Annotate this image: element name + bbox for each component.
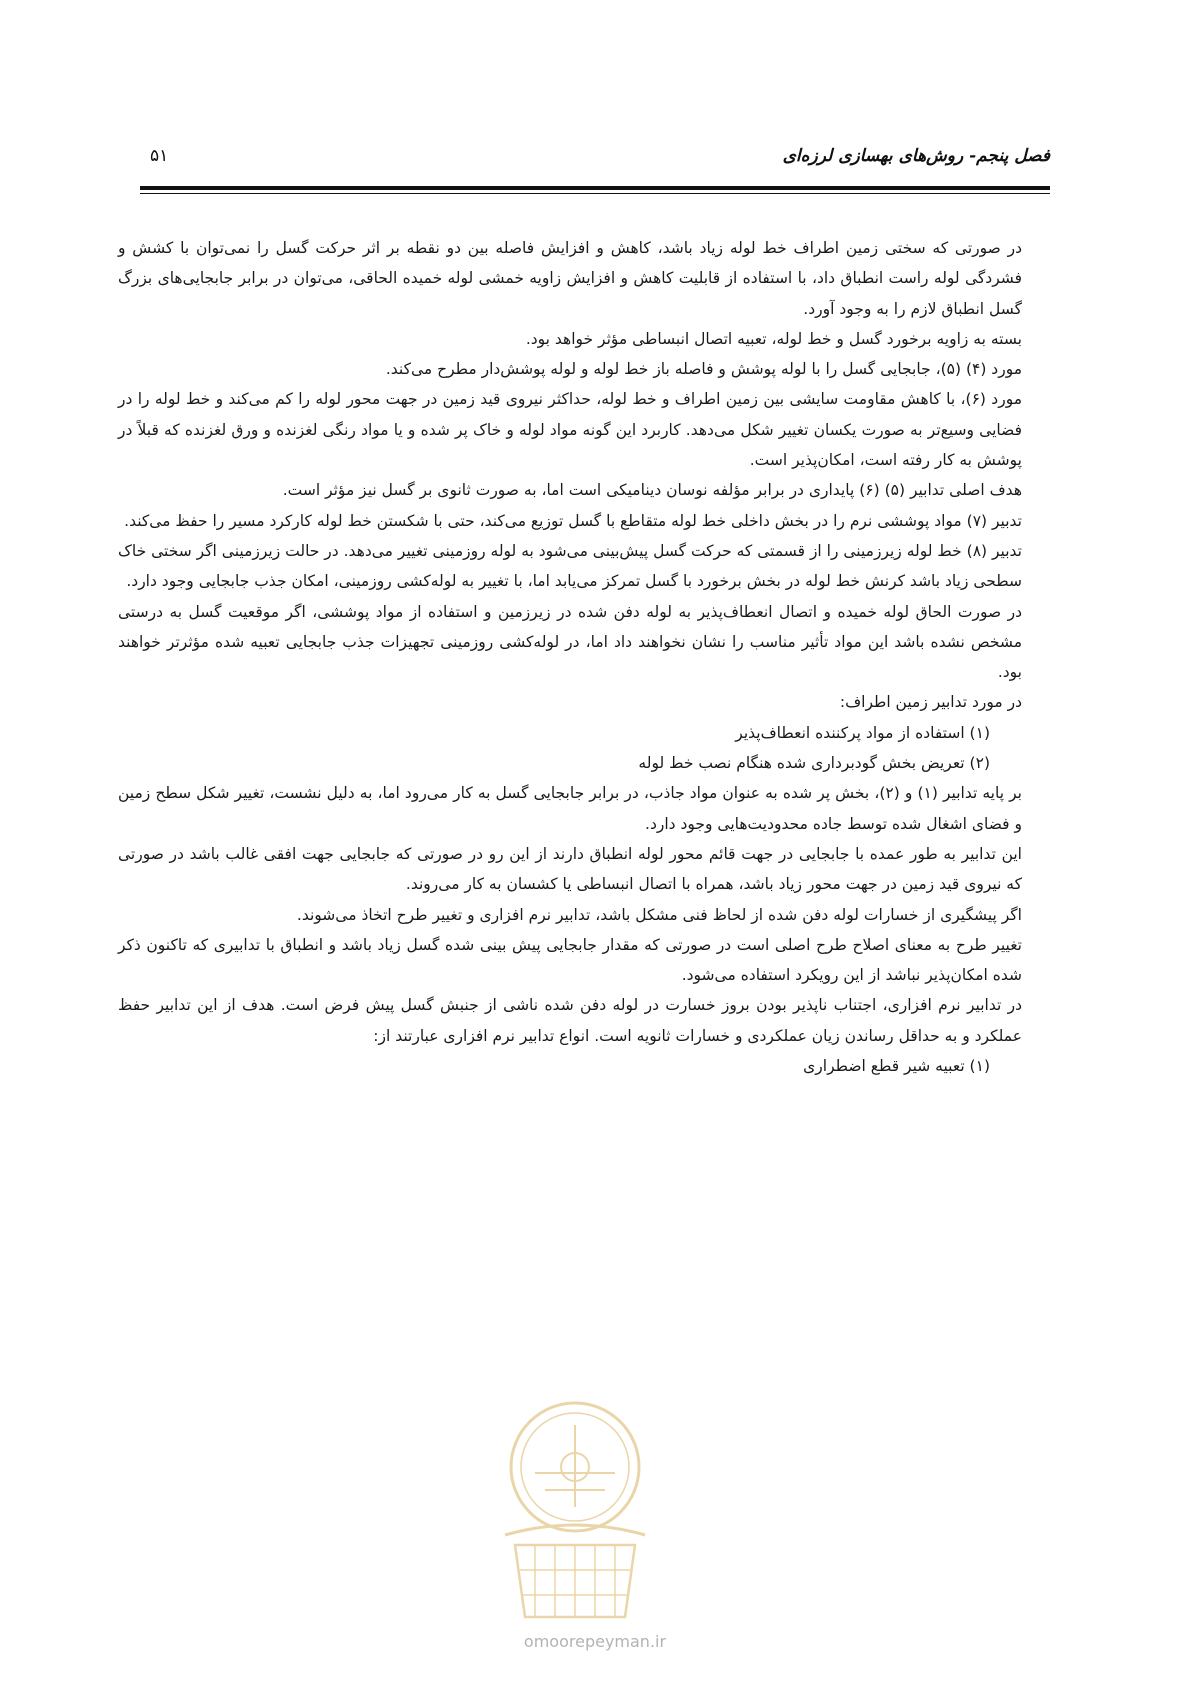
list-item: (۲) تعریض بخش گودبرداری شده هنگام نصب خط لوله	[638, 754, 990, 773]
header-rule-thick	[140, 186, 1050, 190]
paragraph: مورد (۶)، با کاهش مقاومت سایشی بین زمین اطراف و خط لوله، حداکثر نیروی قید زمین در جهت محور لوله را کم می‌کند و خط لوله را در فضایی وسیع‌تر به صورت یکسان تغییر شکل می‌دهد. کاربرد این گونه مواد لوله و خاک پر شده و یا مواد رنگی لغزنده و ورق لغزنده که قبلاً در پوشش به کار رفته است، امکان‌پذیر است.	[118, 390, 1023, 470]
seal-logo-icon	[475, 1395, 675, 1625]
header-rule-thin	[140, 193, 1050, 194]
chapter-title: فصل پنجم- روش‌های بهسازی لرزه‌ای	[782, 146, 1050, 166]
paragraph: اگر پیشگیری از خسارات لوله دفن شده از لحاظ فنی مشکل باشد، تدابیر نرم افزاری و تغییر طرح اتخاذ می‌شوند.	[296, 905, 1022, 924]
paragraph: در صورتی که سختی زمین اطراف خط لوله زیاد باشد، کاهش و افزایش فاصله بین دو نقطه بر اثر حرکت گسل را نمی‌توان با کشش و فشردگی لوله راست انطباق داد، با استفاده از قابلیت کاهش و افزایش زاویه خمشی لوله خمیده الحاقی، می‌توان در برابر جابجایی‌های بزرگ گسل انطباق لازم را به وجود آورد.	[118, 239, 1022, 318]
watermark-url: omoorepeyman.ir	[523, 1632, 667, 1651]
paragraph: تدبیر (۷) مواد پوششی نرم را در بخش داخلی خط لوله متقاطع با گسل توزیع می‌کند، حتی با شکستن خط لوله کارکرد مسیر را حفظ می‌کند.	[124, 511, 1022, 530]
paragraph: در مورد تدابیر زمین اطراف:	[839, 693, 1022, 712]
paragraph: تغییر طرح به معنای اصلاح طرح اصلی است در صورتی که مقدار جابجایی پیش بینی شده گسل زیاد باشد و انطباق با تدابیری که تاکنون ذکر شده امکان‌پذیر نباشد از این رویکرد استفاده می‌شود.	[118, 935, 1022, 985]
paragraph: این تدابیر به طور عمده با جابجایی در جهت قائم محور لوله انطباق دارند از این رو در صورتی که جابجایی جهت افقی غالب باشد در صورتی که نیروی قید زمین در جهت محور زیاد باشد، همراه با اتصال انبساطی یا کشسان به کار می‌روند.	[118, 844, 1022, 894]
list-item: (۱) تعبیه شیر قطع اضطراری	[803, 1057, 990, 1076]
paragraph: هدف اصلی تدابیر (۵) (۶) پایداری در برابر مؤلفه نوسان دینامیکی است اما، به صورت ثانوی بر گسل نیز مؤثر است.	[282, 481, 1022, 500]
paragraph: بسته به زاویه برخورد گسل و خط لوله، تعبیه اتصال انبساطی مؤثر خواهد بود.	[525, 329, 1022, 348]
page-number: ۵۱	[150, 146, 169, 166]
paragraph: تدبیر (۸) خط لوله زیرزمینی را از قسمتی که حرکت گسل پیش‌بینی می‌شود به لوله روزمینی تغییر می‌دهد. در حالت زیرزمینی اگر سختی خاک سطحی زیاد باشد کرنش خط لوله در بخش برخورد با گسل تمرکز می‌یابد اما، با تغییر به لوله‌کشی روزمینی، امکان جذب جابجایی وجود دارد.	[118, 541, 1022, 591]
paragraph: بر پایه تدابیر (۱) و (۲)، بخش پر شده به عنوان مواد جاذب، در برابر جابجایی گسل به کار می‌رود اما، به دلیل نشست، تغییر شکل سطح زمین و فضای اشغال شده توسط جاده محدودیت‌هایی وجود دارد.	[118, 784, 1022, 833]
paragraph: در تدابیر نرم افزاری، اجتناب ناپذیر بودن بروز خسارت در لوله دفن شده ناشی از جنبش گسل پیش فرض است. هدف از این تدابیر حفظ عملکرد و به حداقل رساندن زیان عملکردی و خسارات ثانویه است. انواع تدابیر نرم افزاری عبارتند از:	[118, 996, 1022, 1045]
body-text	[118, 233, 1022, 1081]
paragraph: مورد (۴) (۵)، جابجایی گسل را با لوله پوشش و فاصله باز خط لوله و لوله پوشش‌دار مطرح می‌کند.	[385, 360, 1022, 379]
list-item: (۱) استفاده از مواد پرکننده انعطاف‌پذیر	[735, 723, 990, 742]
paragraph: در صورت الحاق لوله خمیده و اتصال انعطاف‌پذیر به لوله دفن شده در زیرزمین و استفاده از مواد پوششی، اگر موقعیت گسل به درستی مشخص نشده باشد این مواد تأثیر مناسب را نشان نخواهند داد اما، در لوله‌کشی روزمینی تجهیزات جذب جابجایی تعبیه شده مؤثرتر خواهند بود.	[118, 602, 1022, 682]
page-header	[140, 138, 1050, 178]
